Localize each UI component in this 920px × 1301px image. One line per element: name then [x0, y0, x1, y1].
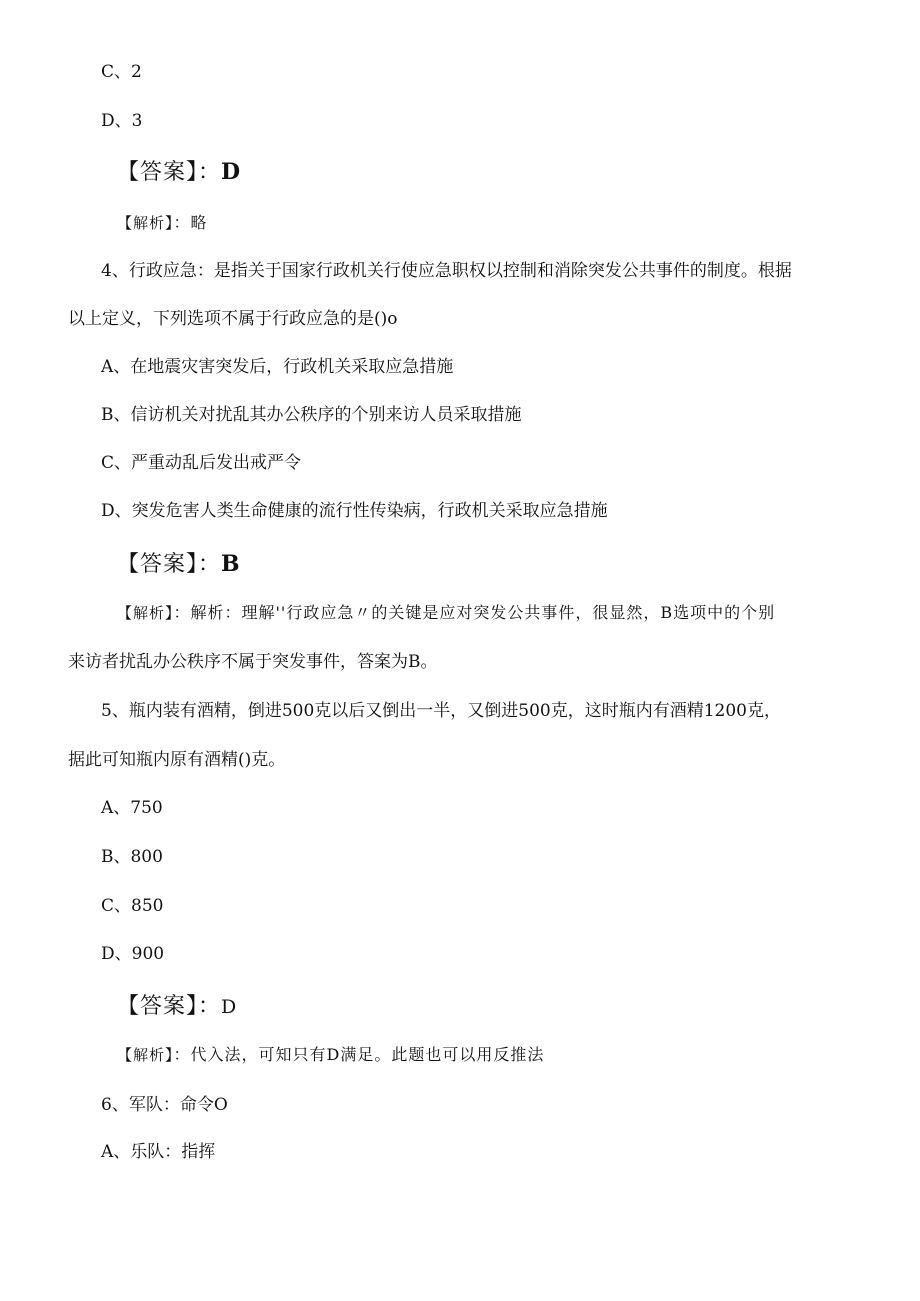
answer-value: D — [221, 159, 242, 185]
question-4-option-a: A、在地震灾害突发后，行政机关采取应急措施 — [101, 357, 454, 377]
question-4-stem-line-2: 以上定义，下列选项不属于行政应急的是()o — [68, 309, 398, 329]
answer-line — [117, 992, 237, 1022]
question-6-option-a: A、乐队：指挥 — [101, 1142, 216, 1162]
answer-separator: ： — [198, 994, 222, 1019]
question-5-option-b: B、800 — [101, 847, 163, 867]
explanation-line — [117, 1043, 544, 1067]
answer-separator: ： — [198, 552, 222, 577]
question-5-stem-line-2: 据此可知瓶内原有酒精()克。 — [68, 750, 286, 770]
answer-label: 【答案】 — [117, 552, 199, 577]
option-c: C、2 — [101, 62, 142, 82]
explanation-text: ：代入法，可知只有D满足。此题也可以用反推法 — [173, 1045, 545, 1064]
answer-value: B — [221, 551, 241, 577]
answer-label: 【答案】 — [117, 160, 199, 185]
explanation-label: 【解析】 — [117, 604, 174, 622]
explanation-text: ：略 — [173, 213, 208, 232]
answer-label: 【答案】 — [117, 994, 199, 1019]
explanation-label: 【解析】 — [117, 214, 174, 232]
explanation-text: ：解析：理解''行政应急〃的关键是应对突发公共事件，很显然，B选项中的个别 — [173, 603, 776, 622]
option-d: D、3 — [101, 111, 143, 131]
answer-separator: ： — [198, 160, 222, 185]
answer-value: D — [221, 996, 238, 1018]
explanation-label: 【解析】 — [117, 1046, 174, 1064]
question-5-option-a: A、750 — [101, 798, 163, 818]
question-6-stem: 6、军队：命令O — [101, 1095, 228, 1115]
question-5-option-c: C、850 — [101, 896, 164, 916]
answer-line — [117, 549, 241, 580]
question-4-option-b: B、信访机关对扰乱其办公秩序的个别来访人员采取措施 — [101, 405, 522, 425]
question-5-option-d: D、900 — [101, 944, 165, 964]
explanation-line — [117, 211, 208, 235]
explanation-line-2: 来访者扰乱办公秩序不属于突发事件，答案为B。 — [68, 652, 438, 672]
question-4-option-c: C、严重动乱后发出戒严令 — [101, 453, 302, 473]
question-5-stem-line-1: 5、瓶内装有酒精，倒进500克以后又倒出一半，又倒进500克，这时瓶内有酒精1200克， — [101, 701, 781, 721]
answer-line — [117, 157, 241, 188]
explanation-line-1 — [117, 601, 775, 625]
question-4-stem-line-1: 4、行政应急：是指关于国家行政机关行使应急职权以控制和消除突发公共事件的制度。根据 — [101, 261, 792, 281]
question-4-option-d: D、突发危害人类生命健康的流行性传染病，行政机关采取应急措施 — [101, 501, 608, 521]
